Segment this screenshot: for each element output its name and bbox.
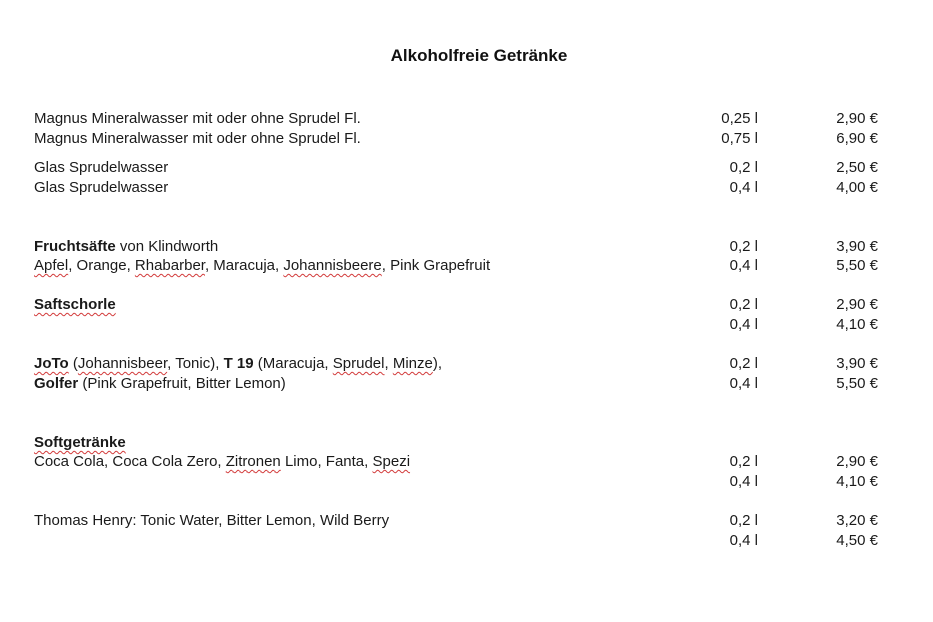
item-description-text: (Pink Grapefruit, Bitter Lemon) [78, 375, 286, 392]
text-fragment: (Maracuja, [253, 355, 333, 372]
text-fragment: , Maracuja, [204, 257, 284, 274]
menu-row [34, 178, 894, 198]
menu-row [34, 452, 894, 472]
item-price: 2,90 € [836, 296, 878, 313]
section-heading: Saftschorle [34, 296, 116, 313]
item-size: 0,2 l [729, 296, 758, 313]
item-size: 0,4 l [729, 375, 758, 392]
item-description [34, 256, 490, 276]
menu-row [34, 472, 894, 492]
section-heading: Softgetränke [34, 434, 126, 451]
spellcheck-word: Sprudel [332, 355, 385, 372]
spellcheck-word: Rhabarber [134, 257, 205, 274]
item-size: 0,25 l [721, 110, 758, 127]
product-name: T 19 [223, 355, 254, 372]
text-fragment: , Pink Grapefruit [381, 257, 491, 274]
item-size: 0,2 l [729, 159, 758, 176]
menu-row [34, 237, 894, 257]
menu-row [34, 256, 894, 276]
item-price: 5,50 € [836, 375, 878, 392]
text-fragment: Coca Cola, Coca Cola Zero, [34, 453, 226, 470]
text-fragment: , Tonic), [167, 355, 224, 372]
item-price: 2,90 € [836, 110, 878, 127]
menu-row [34, 109, 894, 129]
item-description: Glas Sprudelwasser [34, 179, 169, 196]
item-price: 4,50 € [836, 532, 878, 549]
text-fragment: Limo, Fanta, [280, 453, 373, 470]
item-price: 3,90 € [836, 355, 878, 372]
item-price: 3,90 € [836, 238, 878, 255]
spellcheck-word: Minze [392, 355, 433, 372]
item-description [34, 354, 442, 374]
item-description [34, 452, 410, 472]
text-fragment: ), [432, 355, 443, 372]
item-description: Magnus Mineralwasser mit oder ohne Sprudel Fl. [34, 130, 361, 147]
menu-row [34, 374, 894, 394]
menu-row [34, 315, 894, 335]
item-price: 2,50 € [836, 159, 878, 176]
item-size: 0,2 l [729, 238, 758, 255]
spellcheck-word: Johannisbeere [283, 257, 382, 274]
item-description: Magnus Mineralwasser mit oder ohne Sprudel Fl. [34, 110, 361, 127]
menu-row [34, 295, 894, 315]
item-size: 0,4 l [729, 179, 758, 196]
menu-row [34, 354, 894, 374]
product-name: JoTo [34, 355, 69, 372]
item-price: 5,50 € [836, 257, 878, 274]
item-description: Glas Sprudelwasser [34, 159, 169, 176]
item-size: 0,75 l [721, 130, 758, 147]
text-fragment: , Orange, [68, 257, 135, 274]
page-title: Alkoholfreie Getränke [390, 46, 568, 65]
item-size: 0,2 l [729, 512, 758, 529]
item-size: 0,4 l [729, 257, 758, 274]
section-heading: Fruchtsäfte [34, 238, 116, 255]
spellcheck-word: Apfel [34, 257, 69, 274]
spellcheck-word: Zitronen [225, 453, 281, 470]
item-price: 4,10 € [836, 316, 878, 333]
item-description [34, 237, 218, 257]
item-size: 0,4 l [729, 532, 758, 549]
menu-row [34, 511, 894, 531]
menu-row [34, 129, 894, 149]
menu-row [34, 531, 894, 551]
item-size: 0,4 l [729, 473, 758, 490]
item-size: 0,4 l [729, 316, 758, 333]
item-description-text: von Klindworth [115, 238, 219, 255]
menu-row [34, 433, 894, 453]
item-price: 2,90 € [836, 453, 878, 470]
product-name: Golfer [34, 375, 79, 392]
item-price: 3,20 € [836, 512, 878, 529]
text-fragment: ( [68, 355, 78, 372]
item-price: 4,00 € [836, 179, 878, 196]
item-size: 0,2 l [729, 355, 758, 372]
item-price: 6,90 € [836, 130, 878, 147]
item-price: 4,10 € [836, 473, 878, 490]
item-description: Thomas Henry: Tonic Water, Bitter Lemon, Wild Berry [34, 512, 390, 529]
spellcheck-word: Johannisbeer [77, 355, 168, 372]
menu-row [34, 158, 894, 178]
item-description [34, 374, 286, 394]
item-size: 0,2 l [729, 453, 758, 470]
text-fragment: , [384, 355, 393, 372]
spellcheck-word: Spezi [372, 453, 411, 470]
